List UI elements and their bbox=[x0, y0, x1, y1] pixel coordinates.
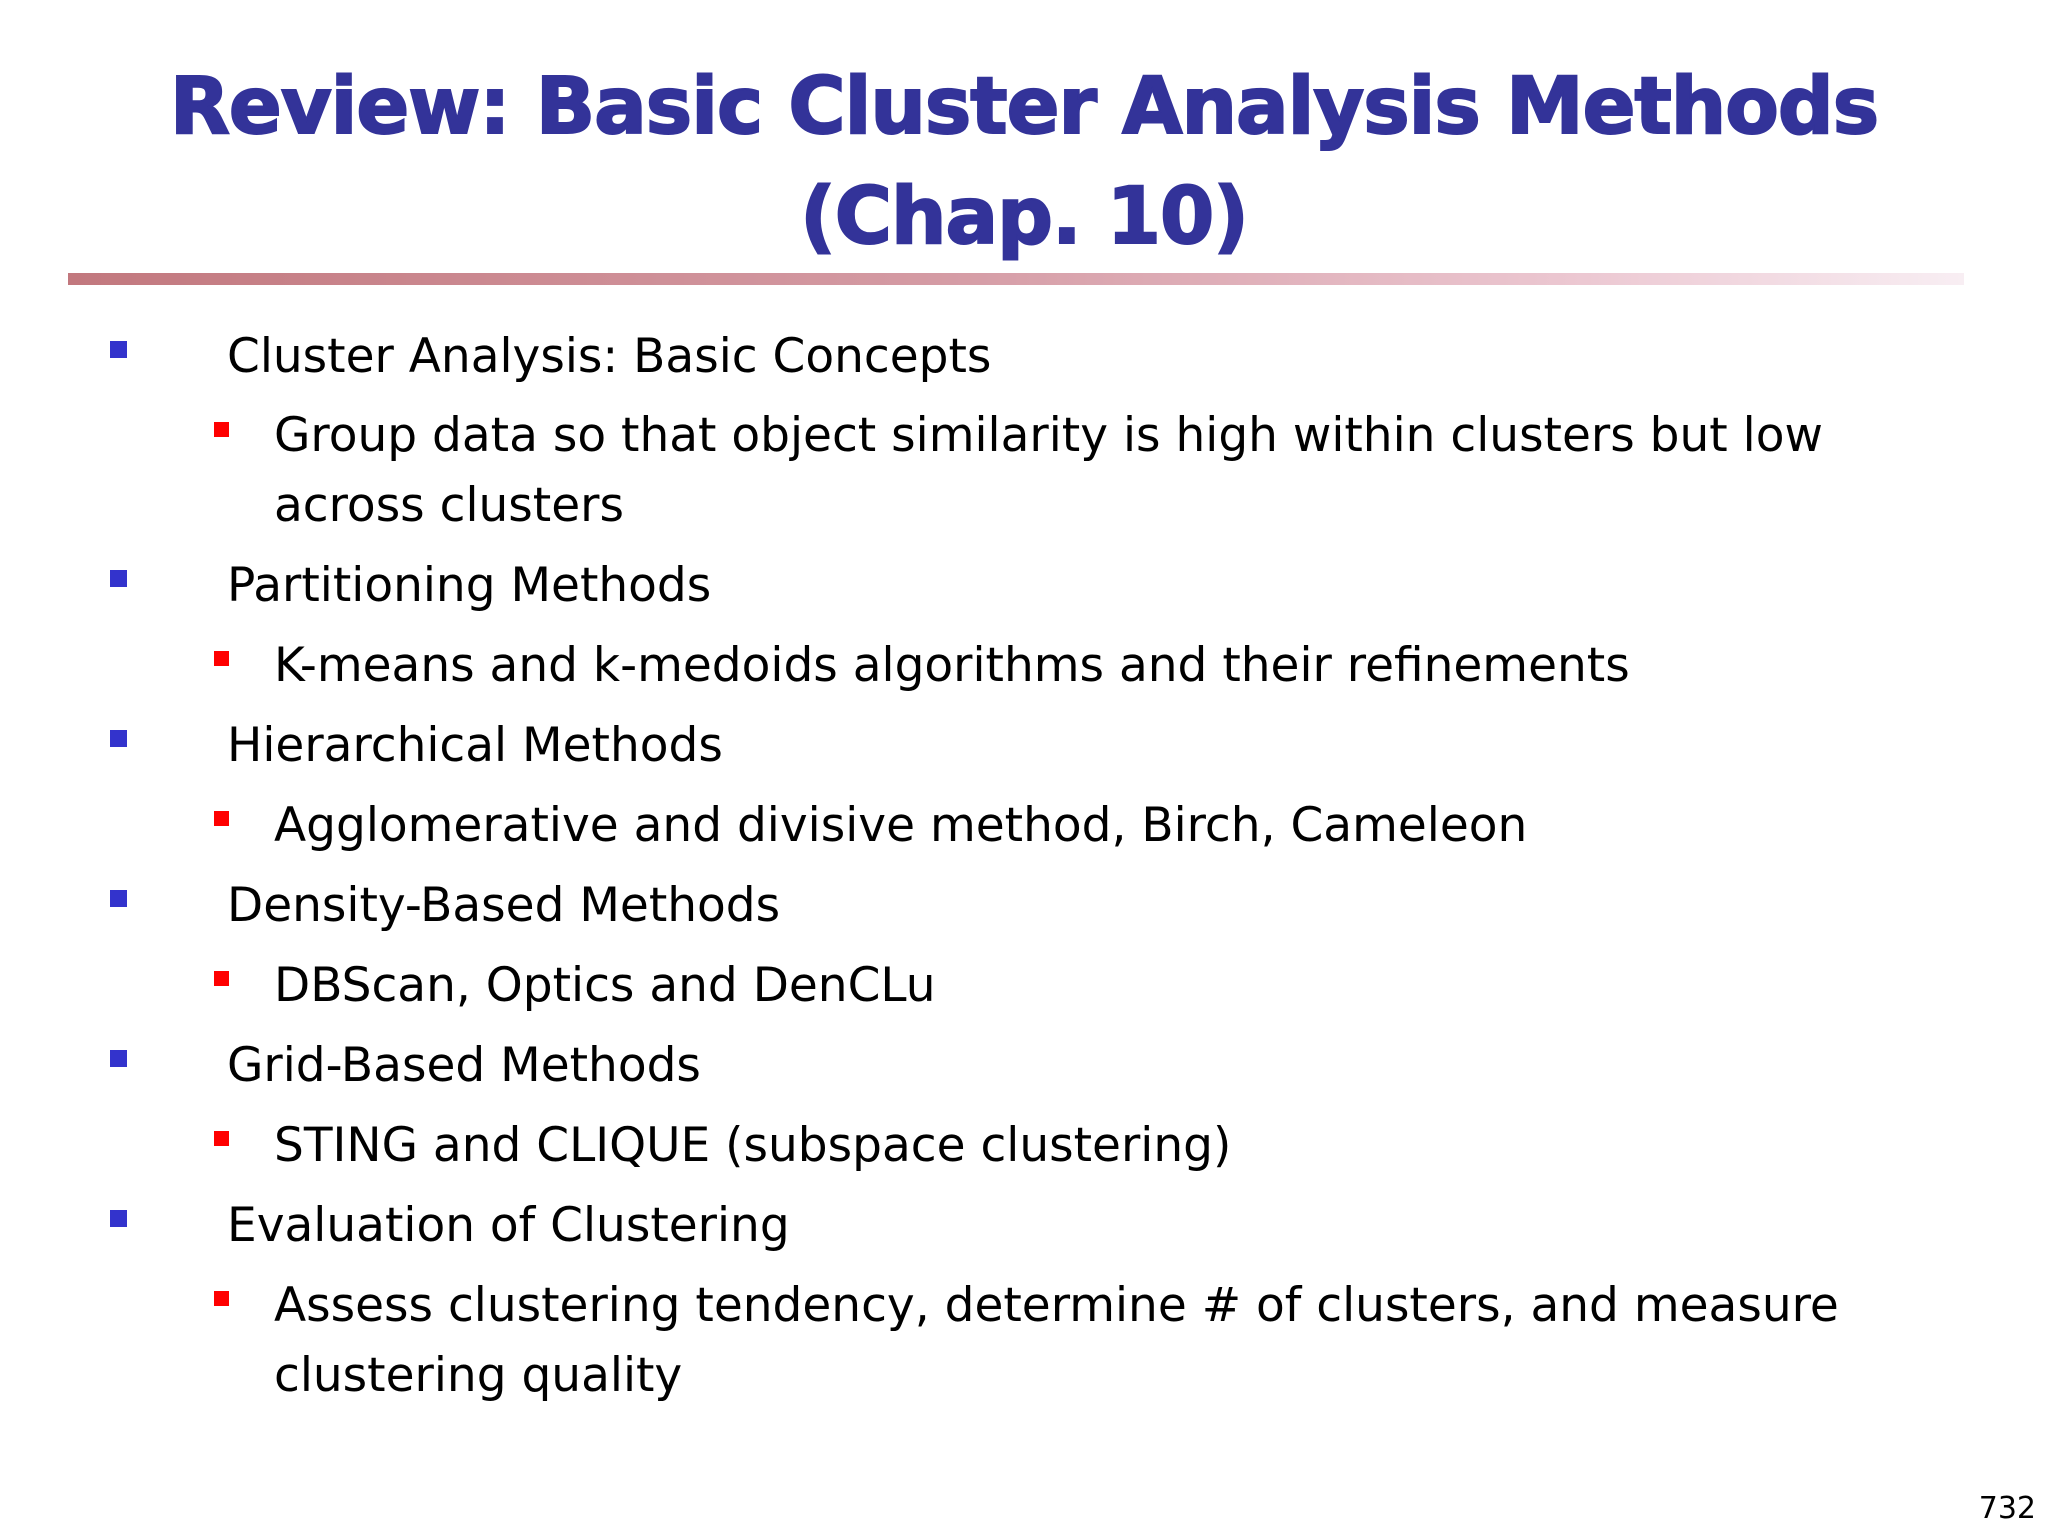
square-sub-bullet-icon bbox=[214, 651, 229, 666]
bullet-text: Grid-Based Methods bbox=[227, 1038, 701, 1093]
bullet-text: Density-Based Methods bbox=[227, 878, 781, 933]
square-sub-bullet-icon bbox=[214, 1131, 229, 1146]
square-bullet-icon bbox=[110, 341, 127, 358]
sub-bullet-text: Group data so that object similarity is high within clusters but low across clusters bbox=[274, 408, 1823, 533]
square-bullet-icon bbox=[110, 1210, 127, 1227]
slide-title: Review: Basic Cluster Analysis Methods (Chap. 10) bbox=[169, 62, 1879, 262]
page-number: 732 bbox=[1978, 1491, 2036, 1526]
square-sub-bullet-icon bbox=[214, 971, 229, 986]
bullet-text: Evaluation of Clustering bbox=[227, 1198, 790, 1253]
sub-bullet-text: Assess clustering tendency, determine # of clusters, and measure clustering quality bbox=[274, 1278, 1839, 1403]
square-bullet-icon bbox=[110, 890, 127, 907]
square-sub-bullet-icon bbox=[214, 422, 229, 437]
sub-bullet-text: K-means and k-medoids algorithms and their refinements bbox=[274, 638, 1630, 693]
square-bullet-icon bbox=[110, 1050, 127, 1067]
bullet-text: Hierarchical Methods bbox=[227, 718, 723, 773]
bullet-text: Cluster Analysis: Basic Concepts bbox=[227, 329, 992, 384]
sub-bullet-text: Agglomerative and divisive method, Birch, Cameleon bbox=[274, 798, 1528, 853]
sub-bullet-text: STING and CLIQUE (subspace clustering) bbox=[274, 1118, 1232, 1173]
square-sub-bullet-icon bbox=[214, 811, 229, 826]
square-bullet-icon bbox=[110, 570, 127, 587]
square-sub-bullet-icon bbox=[214, 1291, 229, 1306]
square-bullet-icon bbox=[110, 730, 127, 747]
bullet-text: Partitioning Methods bbox=[227, 558, 712, 613]
sub-bullet-text: DBScan, Optics and DenCLu bbox=[274, 958, 936, 1013]
